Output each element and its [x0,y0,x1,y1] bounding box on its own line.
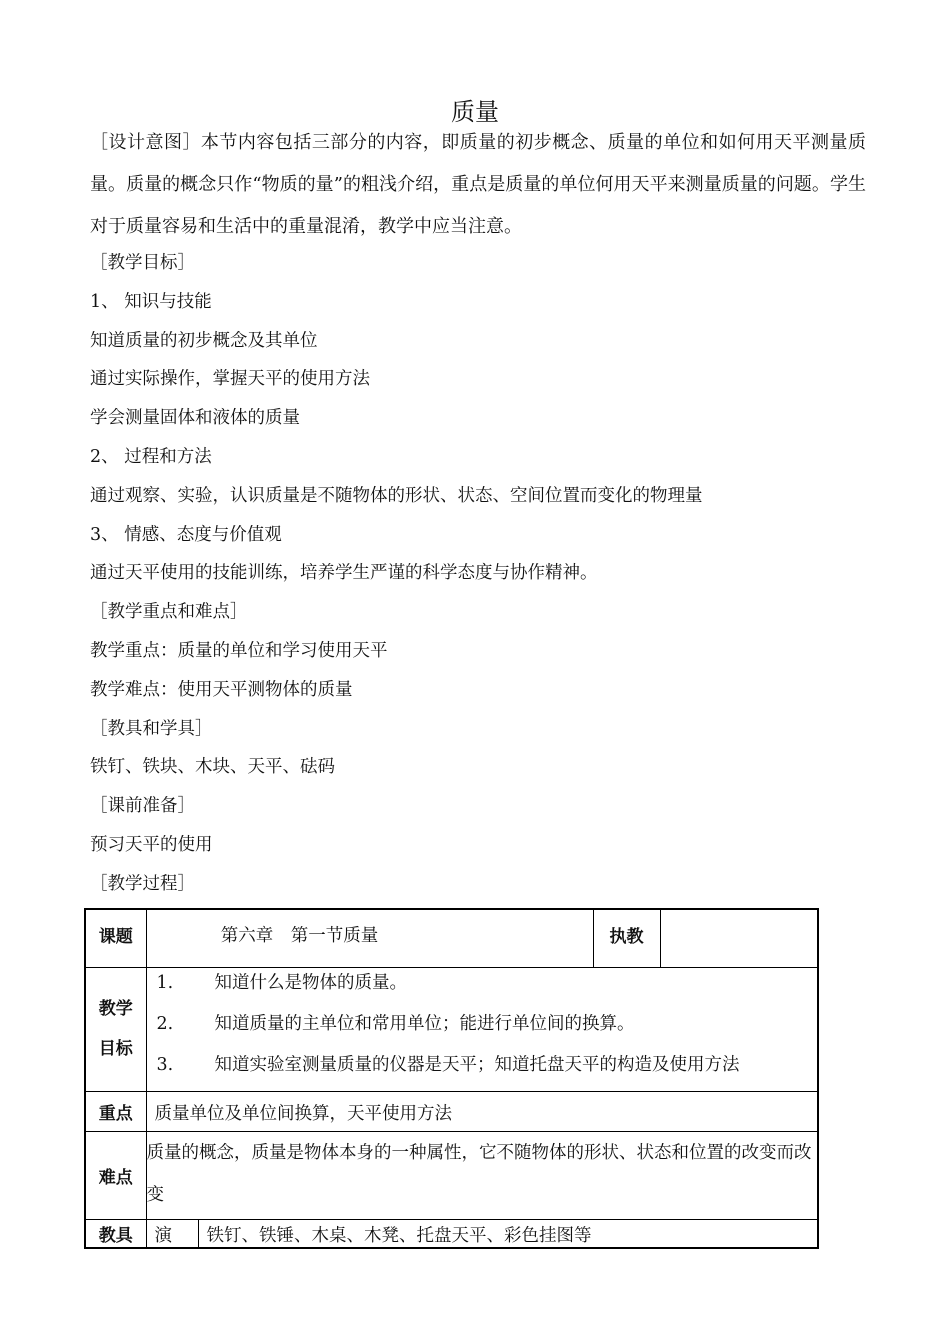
goal-item [147,1050,818,1091]
body-line: 知道质量的初步概念及其单位 [90,330,318,351]
section-heading-goals: ［教学目标］ [90,253,195,273]
body-line: 通过实际操作，掌握天平的使用方法 [90,369,370,390]
body-line: 铁钉、铁块、木块、天平、砝码 [90,757,335,778]
key-value: 质量单位及单位间换算，天平使用方法 [146,1091,818,1131]
design-intent-paragraph: ［设计意图］本节内容包括三部分的内容，即质量的初步概念、质量的单位和如何用天平测量质量。质量的概念只作“物质的量”的粗浅介绍，重点是质量的单位何用天平来测量质量的问题。学生对于质量容易和生活中的重量混淆，教学中应当注意。 [90,132,866,237]
table-row-topic [85,909,818,967]
goal-heading-knowledge: 1、 知识与技能 [90,291,212,312]
goal-text: 知道质量的主单位和常用单位；能进行单位间的换算。 [214,1013,635,1034]
table-row-difficult-points [85,1131,818,1219]
topic-value: 第六章 第一节质量 [146,909,593,967]
goal-number: 1. [156,972,174,993]
body-line: 教学难点：使用天平测物体的质量 [90,679,353,700]
teacher-value [660,909,818,967]
body-line: 通过天平使用的技能训练，培养学生严谨的科学态度与协作精神。 [90,563,598,584]
goal-text: 知道实验室测量质量的仪器是天平；知道托盘天平的构造及使用方法 [214,1054,740,1075]
goals-label-line-2: 目标 [98,1039,133,1059]
goal-heading-attitude: 3、 情感、态度与价值观 [90,524,282,545]
difficult-value: 质量的概念，质量是物体本身的一种属性，它不随物体的形状、状态和位置的改变而改变 [146,1131,818,1219]
table-row-tools [85,1219,818,1248]
lesson-plan-table [84,908,819,1249]
difficult-label: 难点 [85,1131,146,1219]
document-body [90,250,703,910]
body-line: 通过观察、实验，认识质量是不随物体的形状、状态、空间位置而变化的物理量 [90,485,703,506]
section-heading-tools: ［教具和学具］ [90,718,213,739]
goal-item [147,968,818,1009]
goals-label [85,967,146,1091]
teacher-label: 执教 [593,909,660,967]
topic-label: 课题 [85,909,146,967]
goal-item [147,1009,818,1050]
goals-cell [146,967,818,1091]
document-title: 质量 [451,98,499,126]
section-heading-key-points: ［教学重点和难点］ [90,602,248,623]
goal-number: 3. [156,1054,174,1075]
tools-value: 铁钉、铁锤、木桌、木凳、托盘天平、彩色挂图等 [198,1219,818,1248]
table-row-goals [85,967,818,1091]
goal-number: 2. [156,1013,174,1034]
section-heading-process: ［教学过程］ [90,873,195,894]
tools-label: 教具 [85,1219,146,1248]
body-line: 预习天平的使用 [90,834,213,855]
body-line: 教学重点：质量的单位和学习使用天平 [90,640,388,661]
body-line: 学会测量固体和液体的质量 [90,408,300,429]
goal-heading-process: 2、 过程和方法 [90,446,212,467]
goals-label-line-1: 教学 [98,999,133,1019]
table-row-key-points [85,1091,818,1131]
key-label: 重点 [85,1091,146,1131]
section-heading-preparation: ［课前准备］ [90,796,195,817]
tools-sub-label: 演 [146,1219,198,1248]
goal-text: 知道什么是物体的质量。 [214,972,407,993]
